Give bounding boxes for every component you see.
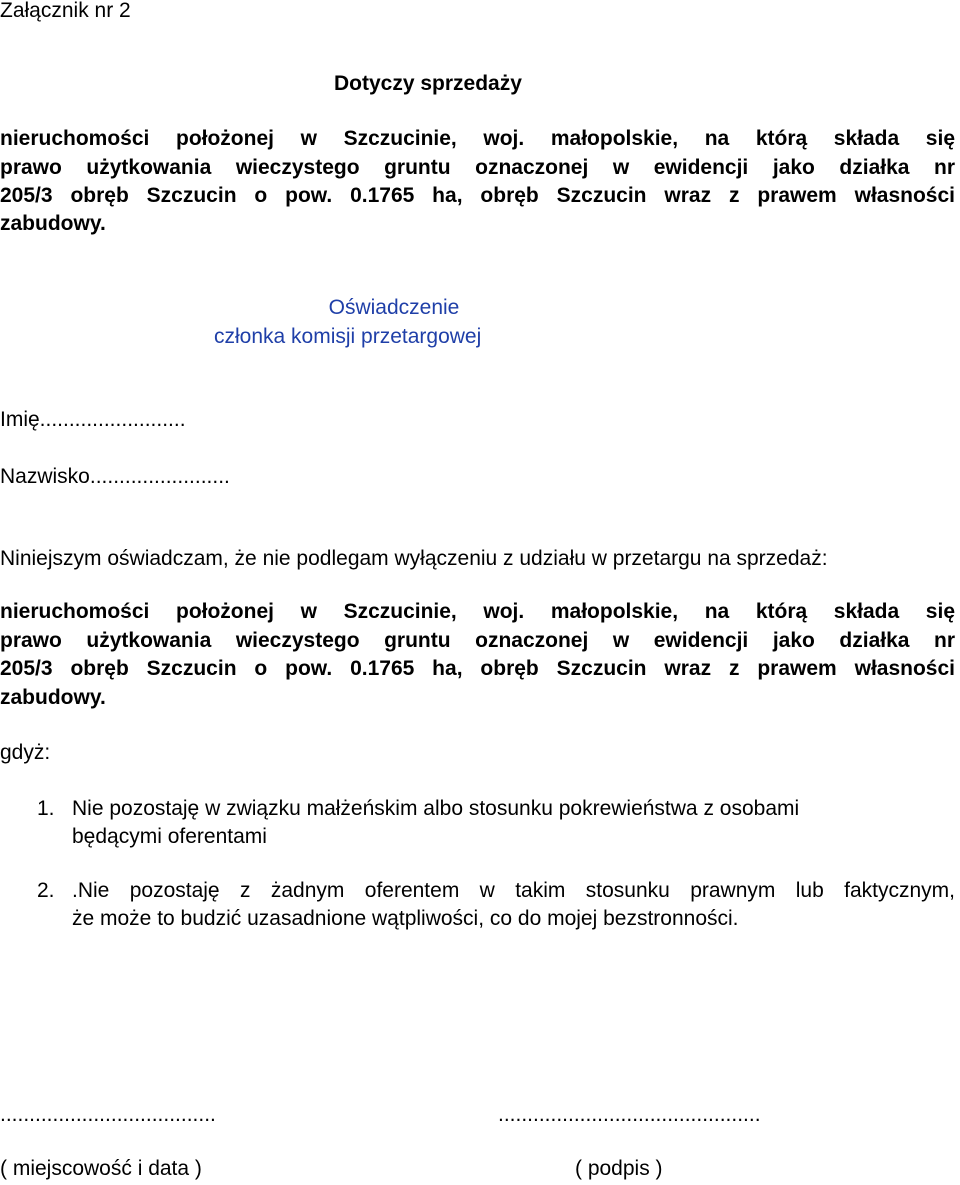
reason-number: 1. <box>37 797 55 820</box>
reason-label: gdyż: <box>0 741 51 764</box>
subject-line: nieruchomości położonej w Szczucinie, woj. małopolskie, na którą składa się <box>0 127 955 150</box>
place-date-dots: ..................................... <box>0 1103 216 1126</box>
property-line: 205/3 obręb Szczucin o pow. 0.1765 ha, obręb Szczucin wraz z prawem własności <box>0 657 955 680</box>
subject-line: 205/3 obręb Szczucin o pow. 0.1765 ha, obręb Szczucin wraz z prawem własności <box>0 184 955 207</box>
reason-line: .Nie pozostaję z żadnym oferentem w takim stosunku prawnym lub faktycznym, <box>72 879 955 902</box>
reason-line: że może to budzić uzasadnione wątpliwości, co do mojej bezstronności. <box>72 907 739 930</box>
subject-line: zabudowy. <box>0 212 106 235</box>
reason-line: będącymi oferentami <box>72 825 267 848</box>
property-line: nieruchomości położonej w Szczucinie, woj. małopolskie, na którą składa się <box>0 600 955 623</box>
annex-label: Załącznik nr 2 <box>0 0 131 22</box>
signature-label: ( podpis ) <box>575 1157 663 1180</box>
last-name-field: Nazwisko........................ <box>0 465 230 488</box>
declaration-subtitle: członka komisji przetargowej <box>214 325 482 348</box>
subject-line: prawo użytkowania wieczystego gruntu oznaczonej w ewidencji jako działka nr <box>0 156 955 179</box>
statement-text: Niniejszym oświadczam, że nie podlegam wyłączeniu z udziału w przetargu na sprzedaż: <box>0 547 828 570</box>
first-name-field: Imię......................... <box>0 408 186 431</box>
property-line: zabudowy. <box>0 686 106 709</box>
subject-title: Dotyczy sprzedaży <box>334 72 522 95</box>
reason-line: Nie pozostaję w związku małżeńskim albo stosunku pokrewieństwa z osobami <box>72 797 800 820</box>
reason-number: 2. <box>37 879 55 902</box>
declaration-title: Oświadczenie <box>328 296 460 319</box>
signature-dots: ............................................. <box>498 1103 761 1126</box>
property-line: prawo użytkowania wieczystego gruntu oznaczonej w ewidencji jako działka nr <box>0 629 955 652</box>
place-date-label: ( miejscowość i data ) <box>0 1157 202 1180</box>
